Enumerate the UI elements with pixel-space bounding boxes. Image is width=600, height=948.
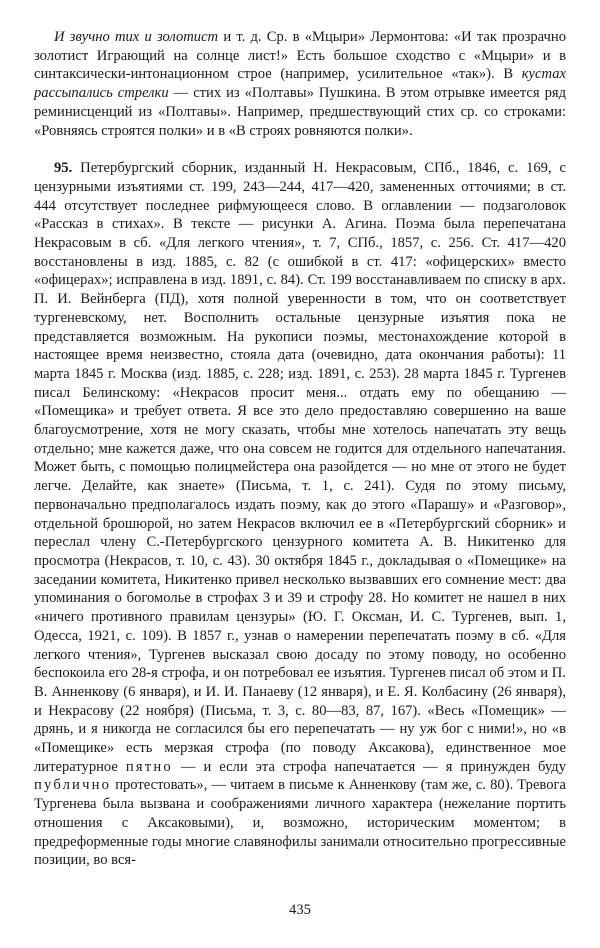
spaced-emphasis: пятно <box>125 758 173 775</box>
document-page <box>34 28 566 870</box>
page-number: 435 <box>289 902 311 918</box>
note-text: — стих из «Полтавы» Пушкина. В этом отрывке имеется ряд реминисценций из «Полтавы». Например, предшествующий стих ср. со строками: «Ровняясь строятся полки» и в «В строях ровняются полки». <box>34 85 567 139</box>
note-continuation-paragraph <box>34 28 566 140</box>
quoted-verse-italic: кустах рассыпались стрелки <box>34 66 566 102</box>
quoted-verse-italic: И звучно тих и золотист <box>54 29 219 45</box>
note-text: — и если эта строфа напечатается — я принужден буду <box>172 758 566 775</box>
paragraph-gap <box>34 140 566 159</box>
note-95-paragraph <box>34 159 566 870</box>
note-text: и т. д. Ср. в «Мцыри» Лермонтова: «И так прозрачно золотист Играющий на солнце лист!» Есть большое сходство с «Мцыри» и в синтаксически-интонационном строе (например, усилительное «так»). В <box>34 29 567 83</box>
spaced-emphasis: публично <box>34 777 112 794</box>
note-text: протестовать», — читаем в письме к Анненкову (там же, с. 80). Тревога Тургенева была вызвана и соображениями личного характера (нежелание портить отношения с Аксаковыми), и, возможно, историческим моментом; в предреформенные годы многие славянофилы занимали относительно прогрессивные позиции, во вся- <box>34 777 566 869</box>
note-number: 95. <box>54 160 73 177</box>
note-text: Петербургский сборник, изданный Н. Некрасовым, СПб., 1846, с. 169, с цензурными изъятиями ст. 199, 243—244, 417—420, замененных отточиями; в ст. 444 отсутствует последнее рифмующееся слово. В оглавлении — подзаголовок «Рассказ в стихах». В тексте — рисунки А. Агина. Поэма была перепечатана Некрасовым в сб. «Для легкого чтения», т. 7, СПб., 1857, с. 256. Ст. 417—420 восстановлены в изд. 1885, с. 82 (с ошибкой в ст. 417: «офицерских» вместо «офицерах»; исправлена в изд. 1891, с. 84). Ст. 199 восстанавливаем по списку в арх. П. И. Вейнберга (ПД), хотя полной уверенности в том, что он соответствует тургеневскому, нет. Восполнить остальные цензурные изъятия пока не представляется возможным. На рукописи поэмы, местонахождение которой в настоящее время неизвестно, стояла дата (очевидно, дата окончания работы): 11 марта 1845 г. Москва (изд. 1885, с. 228; изд. 1891, с. 253). 28 марта 1845 г. Тургенев писал Белинскому: «Некрасов просит меня... отдать ему по обещанию — «Помещика» и требует ответа. Я все это дело предоставляю совершенно на ваше благоусмотрение, хотя не могу сказать, чтобы мне хотелось напечатать эту вещь отдельно; мне кажется даже, что она совсем не годится для отдельного напечатания. Может быть, с помощью полицмейстера она разойдется — но мне от этого не будет легче. Делайте, как знаете» (Письма, т. 1, с. 241). Судя по этому письму, первоначально предполагалось издать поэму, как до этого «Парашу» и «Разговор», отдельной брошюрой, но затем Некрасов включил ее в «Петербургский сборник» и переслал члену С.-Петербургского цензурного комитета А. В. Никитенко для просмотра (Некрасов, т. 10, с. 43). 30 октября 1845 г., докладывая о «Помещике» на заседании комитета, Никитенко привел несколько вызвавших его сомнение мест: два упоминания о богомолье в строфах 3 и 39 и строфу 28. Но комитет не нашел в них «ничего противного правилам цензуры» (Ю. Г. Оксман, И. С. Тургенев, вып. 1, Одесса, 1921, с. 109). В 1857 г., узнав о намерении перепечатать поэму в сб. «Для легкого чтения», Тургенев высказал свою досаду по этому поводу, но особенно беспокоила его 28-я строфа, и он потребовал ее изъятия. Тургенев писал об этом и П. В. Анненкову (6 января), и И. И. Панаеву (12 января), и Е. Я. Колбасину (26 января), и Некрасову (22 ноября) (Письма, т. 3, с. 80—83, 87, 167). «Весь «Помещик» — дрянь, и я никогда не согласился бы его перепечатать — ну уж бог с ними!», но «в «Помещике» есть мерзкая строфа (по поводу Аксакова), единственное мое литературное <box>34 160 566 775</box>
